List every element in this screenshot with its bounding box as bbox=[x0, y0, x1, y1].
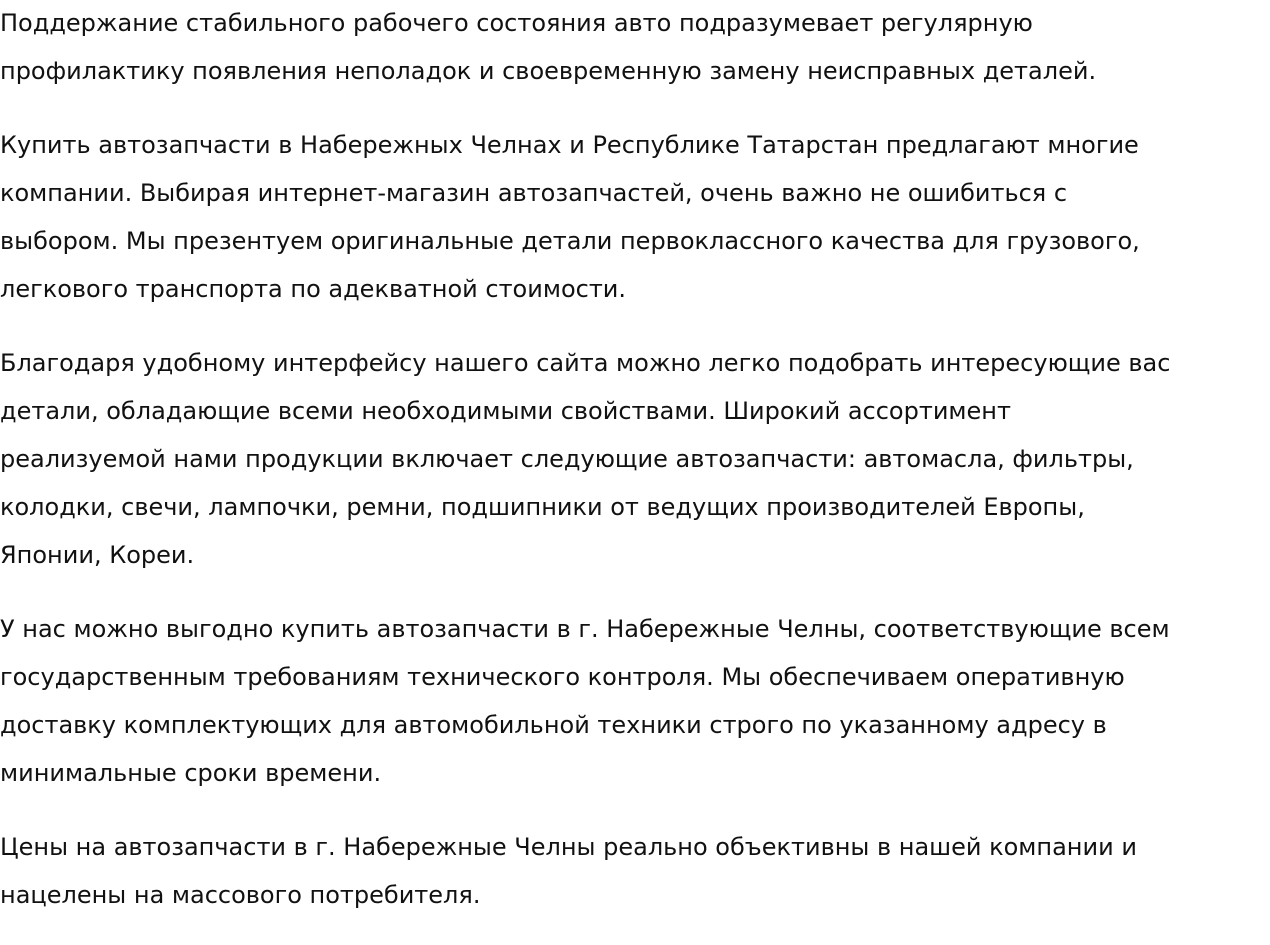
text-line: детали, обладающие всеми необходимыми свойствами. Широкий ассортимент bbox=[0, 397, 1011, 425]
text-line: выбором. Мы презентуем оригинальные детали первоклассного качества для грузового, bbox=[0, 227, 1140, 255]
paragraph bbox=[0, 339, 1270, 579]
text-line: государственным требованиям технического контроля. Мы обеспечиваем оперативную bbox=[0, 663, 1125, 691]
text-line: Поддержание стабильного рабочего состояния авто подразумевает регулярную bbox=[0, 9, 1033, 37]
text-line: доставку комплектующих для автомобильной техники строго по указанному адресу в bbox=[0, 711, 1107, 739]
text-line: легкового транспорта по адекватной стоимости. bbox=[0, 275, 627, 303]
paragraph bbox=[0, 121, 1270, 313]
text-line: Цены на автозапчасти в г. Набережные Челны реально объективны в нашей компании и bbox=[0, 833, 1137, 861]
text-line: компании. Выбирая интернет-магазин автозапчастей, очень важно не ошибиться с bbox=[0, 179, 1068, 207]
paragraph bbox=[0, 605, 1270, 797]
text-line: нацелены на массового потребителя. bbox=[0, 881, 481, 909]
text-line: Купить автозапчасти в Набережных Челнах и Республике Татарстан предлагают многие bbox=[0, 131, 1139, 159]
text-line: реализуемой нами продукции включает следующие автозапчасти: автомасла, фильтры, bbox=[0, 445, 1134, 473]
paragraph bbox=[0, 823, 1270, 919]
text-line: Японии, Кореи. bbox=[0, 541, 195, 569]
text-line: профилактику появления неполадок и своевременную замену неисправных деталей. bbox=[0, 57, 1097, 85]
paragraph bbox=[0, 0, 1270, 95]
text-line: минимальные сроки времени. bbox=[0, 759, 382, 787]
text-line: У нас можно выгодно купить автозапчасти в г. Набережные Челны, соответствующие всем bbox=[0, 615, 1170, 643]
text-line: Благодаря удобному интерфейсу нашего сайта можно легко подобрать интересующие вас bbox=[0, 349, 1171, 377]
text-line: колодки, свечи, лампочки, ремни, подшипники от ведущих производителей Европы, bbox=[0, 493, 1085, 521]
